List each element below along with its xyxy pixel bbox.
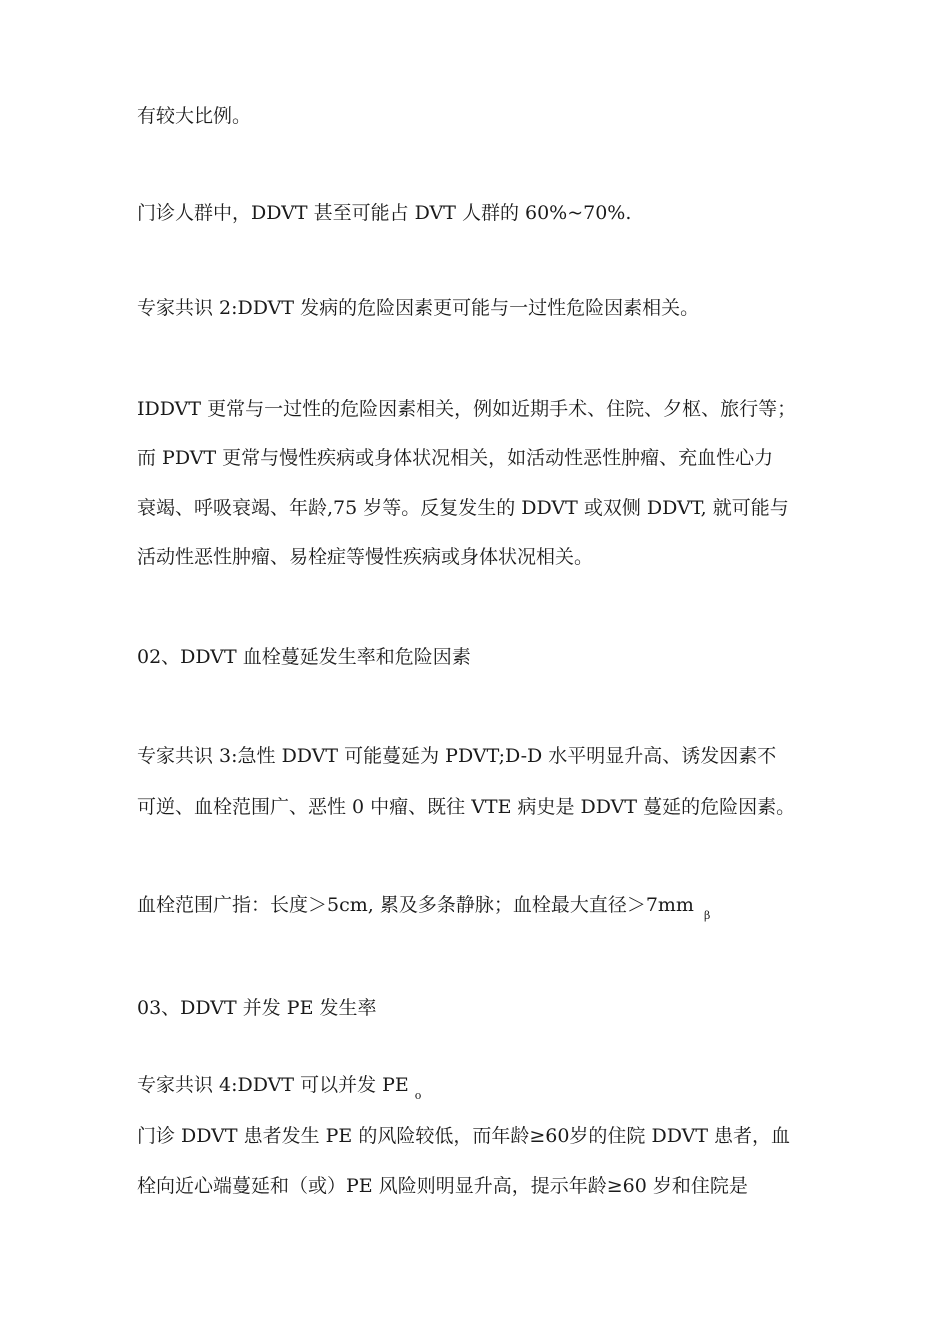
section-03-heading: 03、DDVT 并发 PE 发生率 [137, 997, 377, 1019]
text-line-ratio: 有较大比例。 [137, 105, 252, 127]
pe-risk-line-1: 门诊 DDVT 患者发生 PE 的风险较低，而年龄≥60岁的住院 DDVT 患者，血 [137, 1125, 791, 1147]
consensus-3-line-2: 可逆、血栓范围广、恶性 0 中瘤、既往 VTE 病史是 DDVT 蔓延的危险因素。 [137, 796, 796, 818]
paragraph-line-4: 活动性恶性肿瘤、易栓症等慢性疾病或身体状况相关。 [137, 546, 594, 568]
consensus-4-line [137, 1073, 827, 1108]
thrombus-extent-text: 血栓范围广指：长度＞5cm, 累及多条静脉；血栓最大直径＞7mm [137, 894, 694, 916]
consensus-4-text: 专家共识 4:DDVT 可以并发 PE [137, 1074, 409, 1096]
paragraph-line-1: IDDVT 更常与一过性的危险因素相关，例如近期手术、住院、夕枢、旅行等； [137, 398, 797, 420]
text-line-outpatient: 门诊人群中，DDVT 甚至可能占 DVT 人群的 60%~70%. [137, 202, 632, 224]
pe-risk-line-2: 栓向近心端蔓延和（或）PE 风险则明显升高，提示年龄≥60 岁和住院是 [137, 1175, 748, 1197]
paragraph-line-2: 而 PDVT 更常与慢性疾病或身体状况相关，如活动性恶性肿瘤、充血性心力 [137, 447, 774, 469]
consensus-2-heading: 专家共识 2:DDVT 发病的危险因素更可能与一过性危险因素相关。 [137, 297, 700, 319]
thrombus-extent-line [137, 893, 827, 928]
section-02-heading: 02、DDVT 血栓蔓延发生率和危险因素 [137, 646, 471, 668]
consensus-3-line-1: 专家共识 3:急性 DDVT 可能蔓延为 PDVT;D-D 水平明显升高、诱发因素不 [137, 745, 777, 767]
small-o-mark: o [414, 1089, 422, 1102]
paragraph-line-3: 衰竭、呼吸衰竭、年龄,75 岁等。反复发生的 DDVT 或双侧 DDVT, 就可能与 [137, 497, 789, 519]
beta-mark: β [703, 909, 711, 922]
